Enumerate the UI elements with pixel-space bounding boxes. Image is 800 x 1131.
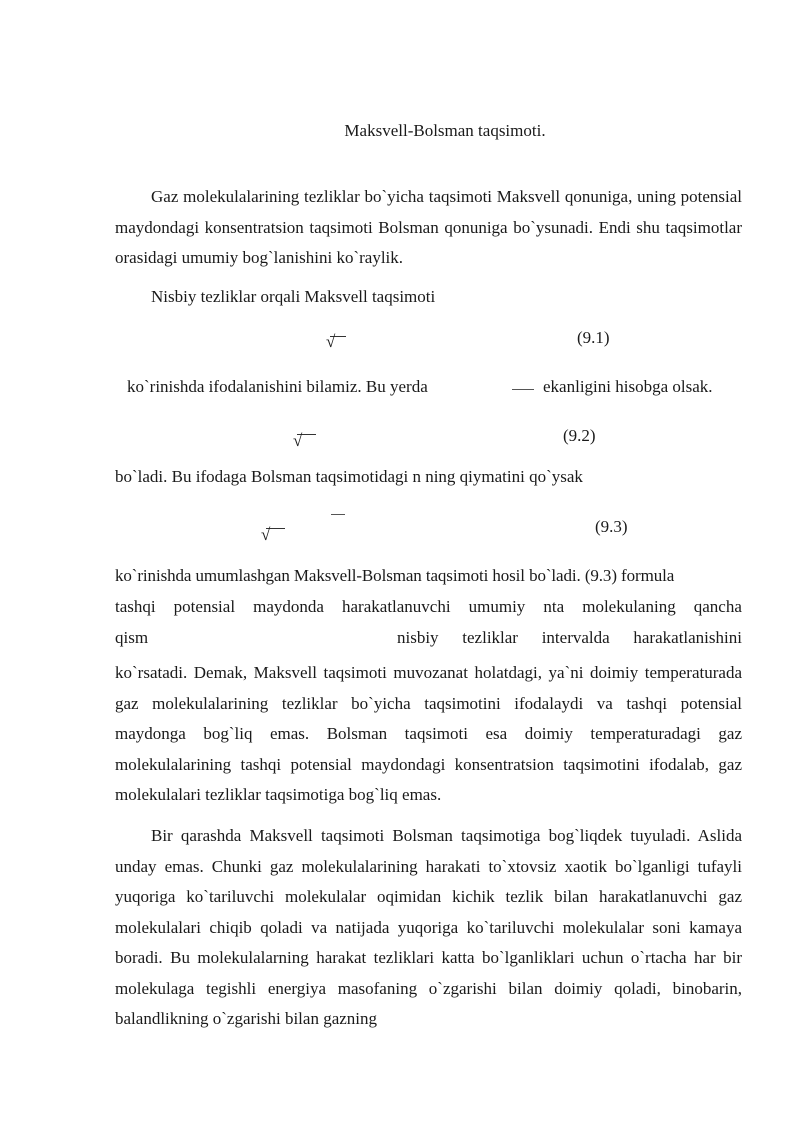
paragraph-result-line-3-right bbox=[397, 628, 742, 648]
word: nisbiy bbox=[397, 628, 439, 647]
word: harakatlanishini bbox=[633, 628, 742, 647]
equation-9-3-fraction-bar bbox=[331, 514, 345, 515]
paragraph-result-line-2 bbox=[115, 597, 742, 617]
word: intervalda bbox=[541, 628, 610, 647]
line-substitute: bo`ladi. Bu ifodaga Bolsman taqsimotidagi n ning qiymatini qo`ysak bbox=[115, 467, 583, 486]
equation-9-1-radical: √ bbox=[326, 332, 336, 351]
equation-9-2-radical: √ bbox=[293, 431, 303, 450]
word: molekulaning bbox=[582, 597, 676, 616]
word: umumiy bbox=[468, 597, 526, 616]
paragraph-result-line-3-left: qism bbox=[115, 628, 149, 647]
page-title: Maksvell-Bolsman taqsimoti. bbox=[344, 121, 546, 140]
word: tezliklar bbox=[462, 628, 518, 647]
inline-fraction-bar bbox=[512, 389, 534, 390]
paragraph-discussion: Bir qarashda Maksvell taqsimoti Bolsman taqsimotiga bog`liqdek tuyuladi. Aslida unday emas. Chunki gaz molekulalarining harakati to`xtovsiz xaotik bo`lganligi tufayli yuqoriga ko`tariluvchi molekulalar oqimidan kichik tezlik bilan harakatlanuvchi gaz molekulalari chiqib qoladi va natijada yuqoriga ko`tariluvchi molekulalar soni kamaya boradi. Bu molekulalarning harakat tezliklari katta bo`lganliklari uchun o`rtacha har bir molekulaga tegishli energiya masofaning o`zgarishi bilan doimiy qoladi, binobarin, balandlikning o`zgarishi bilan gazning bbox=[115, 826, 742, 1028]
equation-9-1-number: (9.1) bbox=[577, 328, 610, 347]
equation-9-3-radical: √ bbox=[261, 525, 271, 544]
line-where-left: ko`rinishda ifodalanishini bilamiz. Bu yerda bbox=[127, 377, 428, 396]
word: maydonda bbox=[253, 597, 324, 616]
paragraph-result-line-1: ko`rinishda umumlashgan Maksvell-Bolsman taqsimoti hosil bo`ladi. (9.3) formula bbox=[115, 566, 675, 585]
word: tashqi bbox=[115, 597, 156, 616]
paragraph-intro: Gaz molekulalarining tezliklar bo`yicha taqsimoti Maksvell qonuniga, uning potensial maydondagi konsentratsion taqsimoti Bolsman qonuniga bo`ysunadi. Endi shu taqsimotlar orasidagi umumiy bog`lanishini ko`raylik. bbox=[115, 187, 742, 267]
word: harakatlanuvchi bbox=[342, 597, 451, 616]
paragraph-relative-speeds: Nisbiy tezliklar orqali Maksvell taqsimoti bbox=[151, 287, 436, 306]
word: nta bbox=[543, 597, 565, 616]
equation-9-3-number: (9.3) bbox=[595, 517, 628, 536]
word: qancha bbox=[693, 597, 742, 616]
equation-9-2-number: (9.2) bbox=[563, 426, 596, 445]
line-where-right: ekanligini hisobga olsak. bbox=[543, 377, 713, 396]
paragraph-result-rest: ko`rsatadi. Demak, Maksvell taqsimoti muvozanat holatdagi, ya`ni doimiy temperaturada gaz molekulalarining tezliklar bo`yicha taqsimotini ifodalaydi va tashqi potensial maydonga bog`liq emas. Bolsman taqsimoti esa doimiy temperaturadagi gaz molekulalarining tashqi potensial maydondagi konsentratsion taqsimotini ifodalab, gaz molekulalari tezliklar taqsimotiga bog`liq emas. bbox=[115, 663, 742, 804]
word: potensial bbox=[173, 597, 236, 616]
